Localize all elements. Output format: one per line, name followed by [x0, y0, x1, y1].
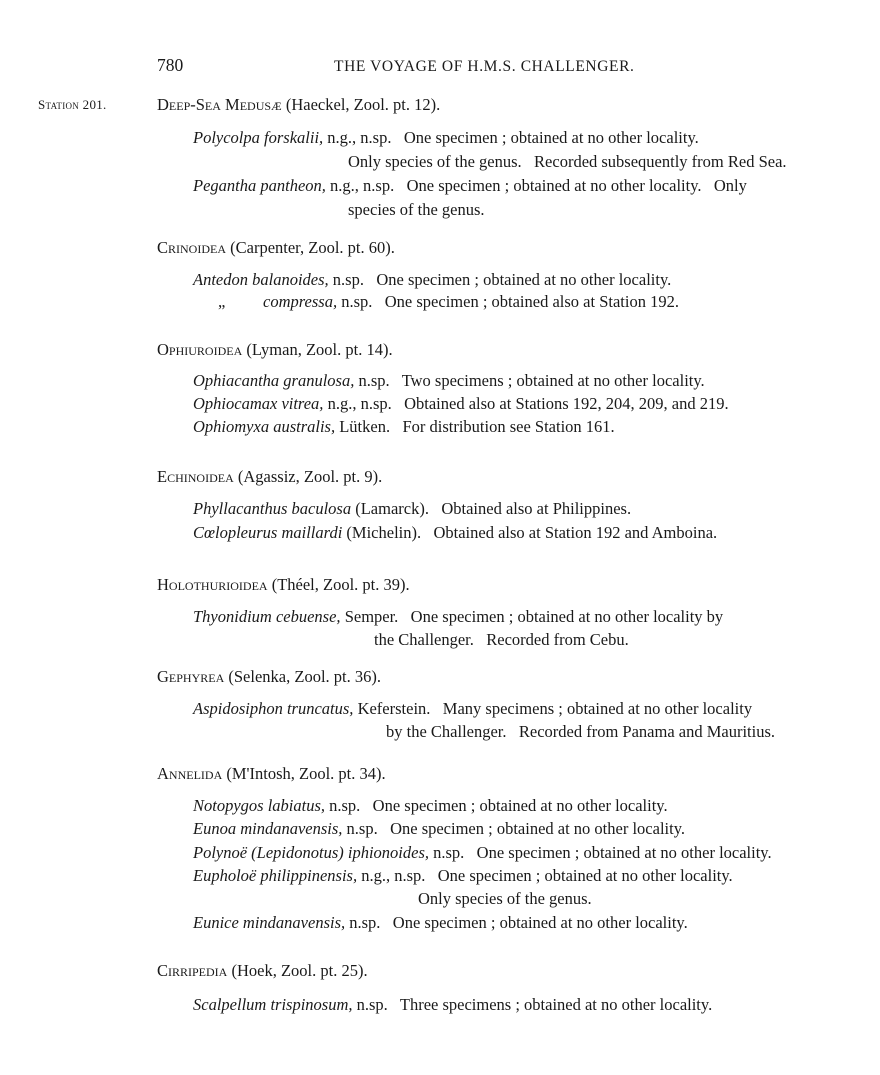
group-name: Gephyrea	[157, 667, 225, 686]
entry-text: n.sp. Two specimens ; obtained at no other locality.	[354, 371, 705, 390]
entry-text: n.g., n.sp. One specimen ; obtained at no other locality. Only	[325, 176, 747, 195]
group-ref: (Lyman, Zool. pt. 14).	[246, 340, 393, 359]
entry-continuation-text: by the Challenger. Recorded from Panama and Mauritius.	[386, 722, 776, 741]
entry-line	[193, 699, 752, 719]
group-heading-holothurioidea	[157, 575, 410, 595]
species-name: Ophiomyxa australis,	[193, 417, 336, 436]
entry-line	[193, 607, 723, 627]
entry-text: n.sp. One specimen ; obtained at no other locality.	[429, 843, 772, 862]
entry-text: (Lamarck). Obtained also at Philippines.	[351, 499, 632, 518]
entry-line	[193, 128, 699, 148]
entry-text: n.sp. One specimen ; obtained at no other locality.	[325, 796, 668, 815]
entry-line	[193, 499, 631, 519]
species-name: Eupholoë philippinensis,	[193, 866, 358, 885]
group-name: Ophiuroidea	[157, 340, 243, 359]
species-name: Scalpellum trispinosum,	[193, 995, 353, 1014]
group-heading-cirripedia	[157, 961, 368, 981]
entry-continuation	[374, 630, 629, 650]
group-heading-annelida	[157, 764, 386, 784]
species-name: Cœlopleurus maillardi	[193, 523, 343, 542]
species-name: Eunice mindanavensis,	[193, 913, 346, 932]
entry-text: n.g., n.sp. One specimen ; obtained at no other locality.	[357, 866, 733, 885]
group-ref: (Hoek, Zool. pt. 25).	[231, 961, 368, 980]
group-name: Holothurioidea	[157, 575, 268, 594]
entry-line	[193, 417, 615, 437]
species-name: Aspidosiphon truncatus,	[193, 699, 354, 718]
species-name: Thyonidium cebuense,	[193, 607, 341, 626]
group-name: Cirripedia	[157, 961, 228, 980]
entry-line	[193, 523, 717, 543]
entry-line	[193, 819, 685, 839]
entry-continuation-text: the Challenger. Recorded from Cebu.	[374, 630, 629, 649]
running-title: THE VOYAGE OF H.M.S. CHALLENGER.	[334, 58, 635, 75]
entry-continuation	[348, 152, 787, 172]
entry-line	[193, 270, 671, 290]
group-ref: (Carpenter, Zool. pt. 60).	[230, 238, 395, 257]
entry-continuation-text: Only species of the genus.	[418, 889, 592, 908]
entry-text: n.sp. Three specimens ; obtained at no other locality.	[352, 995, 713, 1014]
entry-line	[263, 292, 679, 312]
group-heading-medusae	[157, 95, 440, 115]
entry-text: n.sp. One specimen ; obtained also at Station 192.	[337, 292, 679, 311]
group-ref: (Haeckel, Zool. pt. 12).	[285, 95, 441, 114]
entry-line	[193, 796, 668, 816]
entry-text: n.g., n.sp. Obtained also at Stations 192, 204, 209, and 219.	[323, 394, 729, 413]
entry-text: Semper. One specimen ; obtained at no other locality by	[340, 607, 724, 626]
station-label: Station 201.	[38, 97, 107, 112]
ditto-mark: „	[218, 292, 226, 311]
entry-text: n.sp. One specimen ; obtained at no other locality.	[342, 819, 685, 838]
group-name: Crinoidea	[157, 238, 226, 257]
entry-continuation-text: Only species of the genus. Recorded subsequently from Red Sea.	[348, 152, 787, 171]
group-heading-ophiuroidea	[157, 340, 393, 360]
group-ref: (Agassiz, Zool. pt. 9).	[237, 467, 383, 486]
species-name: compressa,	[263, 292, 338, 311]
species-name: Polycolpa forskalii,	[193, 128, 324, 147]
entry-text: Keferstein. Many specimens ; obtained at no other locality	[353, 699, 753, 718]
group-heading-echinoidea	[157, 467, 382, 487]
species-name: Antedon balanoides,	[193, 270, 329, 289]
entry-line	[193, 394, 729, 414]
species-name: Ophiocamax vitrea,	[193, 394, 324, 413]
species-name: Notopygos labiatus,	[193, 796, 326, 815]
entry-line	[193, 866, 733, 886]
group-name: Deep-Sea Medusæ	[157, 95, 282, 114]
group-ref: (Selenka, Zool. pt. 36).	[228, 667, 381, 686]
entry-text: n.g., n.sp. One specimen ; obtained at no other locality.	[323, 128, 699, 147]
group-name: Annelida	[157, 764, 223, 783]
entry-continuation-text: species of the genus.	[348, 200, 485, 219]
species-name: Pegantha pantheon,	[193, 176, 326, 195]
entry-text: (Michelin). Obtained also at Station 192 and Amboina.	[342, 523, 718, 542]
entry-line	[193, 176, 747, 196]
species-name: Eunoa mindanavensis,	[193, 819, 343, 838]
entry-line	[193, 995, 712, 1015]
entry-text: n.sp. One specimen ; obtained at no other locality.	[328, 270, 672, 289]
group-ref: (Théel, Zool. pt. 39).	[271, 575, 410, 594]
entry-text: Lütken. For distribution see Station 161.	[335, 417, 615, 436]
entry-line	[193, 913, 688, 933]
entry-continuation	[418, 889, 592, 909]
species-name: Phyllacanthus baculosa	[193, 499, 352, 518]
group-heading-crinoidea	[157, 238, 395, 258]
entry-line	[193, 843, 772, 863]
entry-continuation	[348, 200, 485, 220]
group-name: Echinoidea	[157, 467, 234, 486]
entry-text: n.sp. One specimen ; obtained at no other locality.	[345, 913, 688, 932]
group-ref: (M'Intosh, Zool. pt. 34).	[226, 764, 386, 783]
entry-line	[193, 371, 705, 391]
species-name: Ophiacantha granulosa,	[193, 371, 355, 390]
page-number: 780	[157, 55, 184, 75]
species-name: Polynoë (Lepidonotus) iphionoides,	[193, 843, 430, 862]
group-heading-gephyrea	[157, 667, 381, 687]
entry-continuation	[386, 722, 775, 742]
